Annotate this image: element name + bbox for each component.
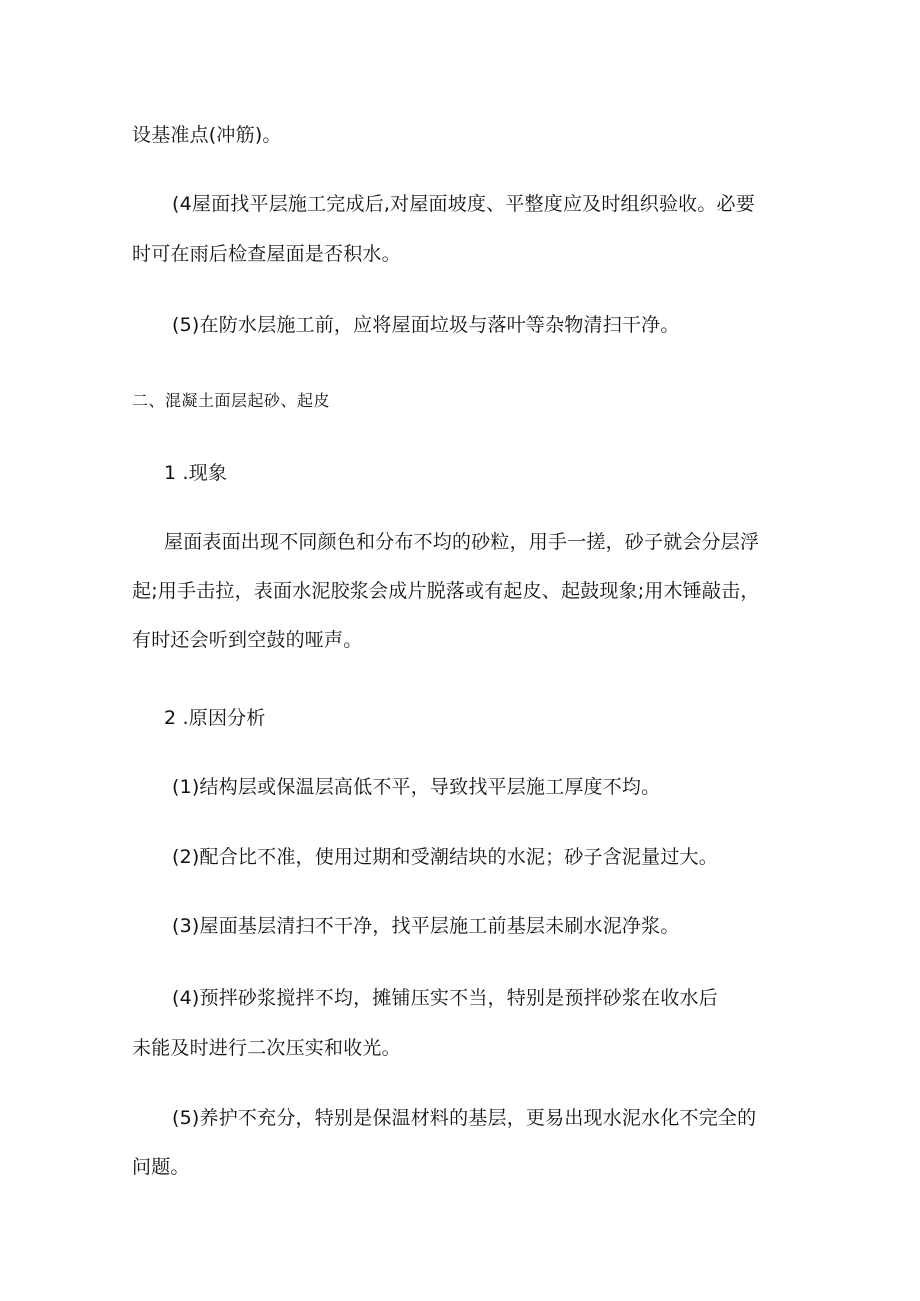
subsection-heading: 2 .原因分析 bbox=[164, 707, 266, 729]
paragraph-text: 时可在雨后检查屋面是否积水。 bbox=[132, 243, 401, 265]
subsection-heading: 1 .现象 bbox=[164, 462, 228, 484]
list-item-continuation: 问题。 bbox=[132, 1156, 190, 1178]
list-item: (1)结构层或保温层高低不平，导致找平层施工厚度不均。 bbox=[172, 776, 661, 798]
list-item-continuation: 未能及时进行二次压实和收光。 bbox=[132, 1037, 401, 1059]
paragraph-text: 屋面表面出现不同颜色和分布不均的砂粒，用手一搓，砂子就会分层浮 bbox=[164, 531, 760, 553]
list-item: (5)养护不充分，特别是保温材料的基层，更易出现水泥水化不完全的 bbox=[172, 1107, 757, 1129]
paragraph-text: (5)在防水层施工前，应将屋面垃圾与落叶等杂物清扫干净。 bbox=[172, 314, 680, 336]
paragraph-text: 有时还会听到空鼓的哑声。 bbox=[132, 629, 363, 651]
list-item: (2)配合比不准，使用过期和受潮结块的水泥；砂子含泥量过大。 bbox=[172, 846, 718, 868]
section-heading: 二、混凝土面层起砂、起皮 bbox=[132, 391, 331, 410]
list-item: (4)预拌砂浆搅拌不均，摊铺压实不当，特别是预拌砂浆在收水后 bbox=[172, 987, 718, 1009]
paragraph-text: (4屋面找平层施工完成后,对屋面坡度、平整度应及时组织验收。必要 bbox=[172, 193, 755, 215]
paragraph-text: 设基准点(冲筋)。 bbox=[132, 124, 282, 146]
list-item: (3)屋面基层清扫不干净，找平层施工前基层未刷水泥净浆。 bbox=[172, 915, 680, 937]
paragraph-text: 起;用手击拉，表面水泥胶浆会成片脱落或有起皮、起鼓现象;用木锤敲击， bbox=[132, 580, 760, 602]
